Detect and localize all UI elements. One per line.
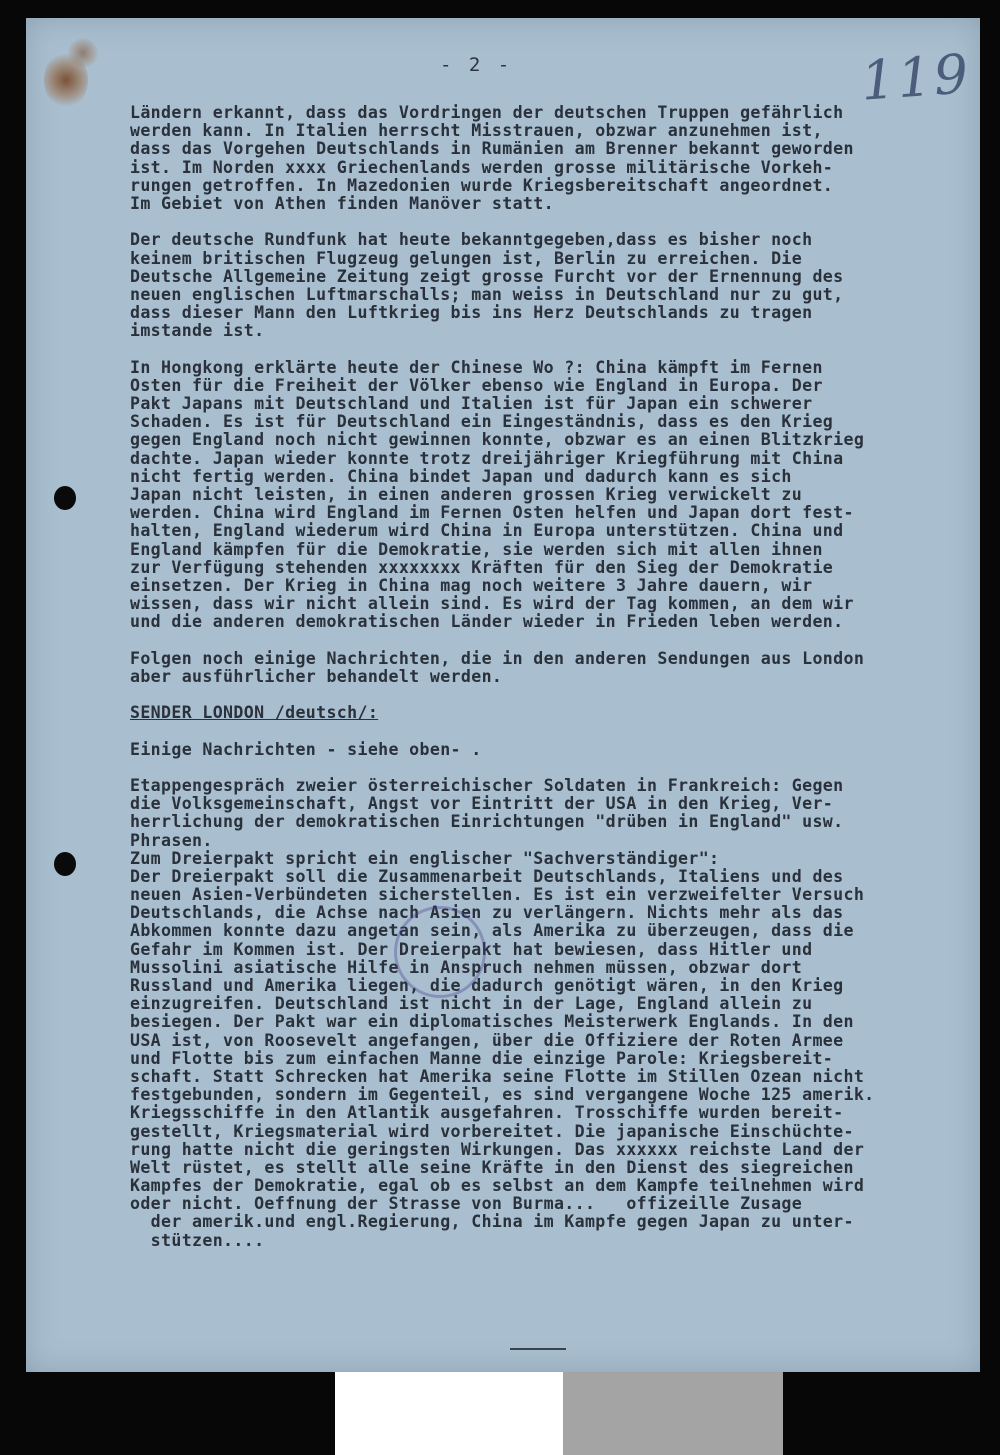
text-line: Deutsche Allgemeine Zeitung zeigt grosse Furcht vor der Ernennung des (130, 266, 844, 286)
paragraph-gap (130, 340, 980, 358)
text-line: Russland und Amerika liegen, die dadurch genötigt wären, in den Krieg (130, 976, 844, 995)
text-line: Schaden. Es ist für Deutschland ein Eingeständnis, dass es den Krieg (130, 412, 834, 432)
punch-hole (54, 486, 76, 510)
punch-hole (54, 852, 76, 876)
text-line: stützen.... (130, 1230, 265, 1250)
text-line: Folgen noch einige Nachrichten, die in den anderen Sendungen aus London (130, 648, 865, 668)
body-text-block (130, 104, 980, 704)
text-line: Welt rüstet, es stellt alle seine Kräfte in den Dienst des siegreichen (130, 1157, 854, 1177)
text-line: herrlichung der demokratischen Einrichtungen "drüben in England" usw. (130, 812, 844, 832)
text-line: Einige Nachrichten - siehe oben- . (130, 739, 482, 759)
text-line: In Hongkong erklärte heute der Chinese Wo ?: China kämpft im Fernen (130, 357, 823, 377)
faint-stamp (394, 906, 486, 998)
text-line: festgebunden, sondern im Gegenteil, es sind vergangene Woche 125 amerik. (130, 1085, 875, 1105)
text-line: Gefahr im Kommen ist. Der Dreierpakt hat bewiesen, dass Hitler und (130, 939, 813, 959)
text-line: neuen Asien-Verbündeten sicherstellen. Es ist ein verzweifelter Versuch (130, 885, 865, 905)
text-line: Osten für die Freiheit der Völker ebenso wie England in Europa. Der (130, 375, 823, 395)
text-line: dass dieser Mann den Luftkrieg bis ins Herz Deutschlands zu tragen (130, 303, 813, 323)
text-line: Etappengespräch zweier österreichischer Soldaten in Frankreich: Gegen (130, 775, 844, 795)
rust-stain (68, 38, 98, 68)
text-line: nicht fertig werden. China bindet Japan und dadurch kann es sich (130, 466, 792, 486)
text-line: und Flotte bis zum einfachen Manne die einzige Parole: Kriegsbereit- (130, 1048, 834, 1068)
text-line: neuen englischen Luftmarschalls; man weiss in Deutschland nur zu gut, (130, 284, 844, 304)
text-line: aber ausführlicher behandelt werden. (130, 666, 503, 686)
page-number: - 2 - (440, 54, 513, 76)
text-line: dachte. Japan wieder konnte trotz dreijähriger Kriegführung mit China (130, 448, 844, 468)
text-line: einsetzen. Der Krieg in China mag noch weitere 3 Jahre dauern, wir (130, 575, 813, 595)
text-line: Der Dreierpakt soll die Zusammenarbeit Deutschlands, Italiens und des (130, 866, 844, 886)
text-line: ist. Im Norden xxxx Griechenlands werden grosse militärische Vorkeh- (130, 157, 834, 177)
text-line: USA ist, von Roosevelt angefangen, über die Offiziere der Roten Armee (130, 1030, 844, 1050)
typewritten-body (130, 104, 980, 1250)
text-line: wissen, dass wir nicht allein sind. Es wird der Tag kommen, an dem wir (130, 594, 854, 614)
text-line: Ländern erkannt, dass das Vordringen der deutschen Truppen gefährlich (130, 103, 844, 122)
text-line: Kriegsschiffe in den Atlantik ausgefahren. Trosschiffe wurden bereit- (130, 1103, 844, 1123)
body-text-block (130, 722, 980, 1249)
text-line: dass das Vorgehen Deutschlands in Rumänien am Brenner bekannt geworden (130, 139, 854, 159)
text-line: zur Verfügung stehenden xxxxxxxx Kräften für den Sieg der Demokratie (130, 557, 834, 577)
text-line: Der deutsche Rundfunk hat heute bekanntgegeben,dass es bisher noch (130, 230, 813, 250)
paragraph-gap (130, 759, 980, 777)
text-line: schaft. Statt Schrecken hat Amerika seine Flotte im Stillen Ozean nicht (130, 1066, 865, 1086)
text-line: Kampfes der Demokratie, egal ob es selbst an dem Kampfe teilnehmen wird (130, 1176, 865, 1196)
paragraph-gap (130, 213, 980, 231)
text-line: keinem britischen Flugzeug gelungen ist, Berlin zu erreichen. Die (130, 248, 803, 268)
text-line: Phrasen. (130, 830, 213, 850)
text-line: oder nicht. Oeffnung der Strasse von Burma... offizeille Zusage (130, 1194, 803, 1214)
handwritten-folio-number: 119 (858, 42, 973, 113)
paragraph-gap (130, 686, 980, 704)
end-rule (510, 1348, 566, 1350)
calibration-grey-patch (563, 1372, 783, 1455)
section-heading: SENDER LONDON /deutsch/: (130, 703, 379, 723)
text-line: der amerik.und engl.Regierung, China im Kampfe gegen Japan zu unter- (130, 1212, 854, 1232)
text-line: gestellt, Kriegsmaterial wird vorbereitet. Die japanische Einschüchte- (130, 1121, 854, 1141)
text-line: imstande ist. (130, 321, 265, 341)
paragraph-gap (130, 722, 980, 740)
text-line: Japan nicht leisten, in einen anderen grossen Krieg verwickelt zu (130, 484, 803, 504)
text-line: werden kann. In Italien herrscht Misstrauen, obzwar anzunehmen ist, (130, 121, 823, 141)
text-line: rungen getroffen. In Mazedonien wurde Kriegsbereitschaft angeordnet. (130, 175, 834, 195)
paragraph-gap (130, 631, 980, 649)
text-line: werden. China wird England im Fernen Osten helfen und Japan dort fest- (130, 503, 854, 523)
text-line: rung hatte nicht die geringsten Wirkungen. Das xxxxxx reichste Land der (130, 1139, 865, 1159)
text-line: Zum Dreierpakt spricht ein englischer "Sachverständiger": (130, 848, 720, 868)
text-line: Deutschlands, die Achse nach Asien zu verlängern. Nichts mehr als das (130, 903, 844, 923)
text-line: halten, England wiederum wird China in Europa unterstützen. China und (130, 521, 844, 541)
calibration-white-patch (335, 1372, 563, 1455)
text-line: gegen England noch nicht gewinnen konnte, obzwar es an einen Blitzkrieg (130, 430, 865, 450)
text-line: einzugreifen. Deutschland ist nicht in der Lage, England allein zu (130, 994, 813, 1014)
document-page (26, 18, 980, 1372)
text-line: England kämpfen für die Demokratie, sie werden sich mit allen ihnen (130, 539, 823, 559)
text-line: Im Gebiet von Athen finden Manöver statt. (130, 193, 554, 213)
text-line: Abkommen konnte dazu angetan sein, als Amerika zu überzeugen, dass die (130, 921, 854, 941)
text-line: die Volksgemeinschaft, Angst vor Eintritt der USA in den Krieg, Ver- (130, 794, 834, 814)
text-line: Mussolini asiatische Hilfe in Anspruch nehmen müssen, obzwar dort (130, 957, 803, 977)
text-line: und die anderen demokratischen Länder wieder in Frieden leben werden. (130, 612, 844, 632)
text-line: besiegen. Der Pakt war ein diplomatisches Meisterwerk Englands. In den (130, 1012, 854, 1032)
text-line: Pakt Japans mit Deutschland und Italien ist für Japan ein schwerer (130, 394, 813, 413)
